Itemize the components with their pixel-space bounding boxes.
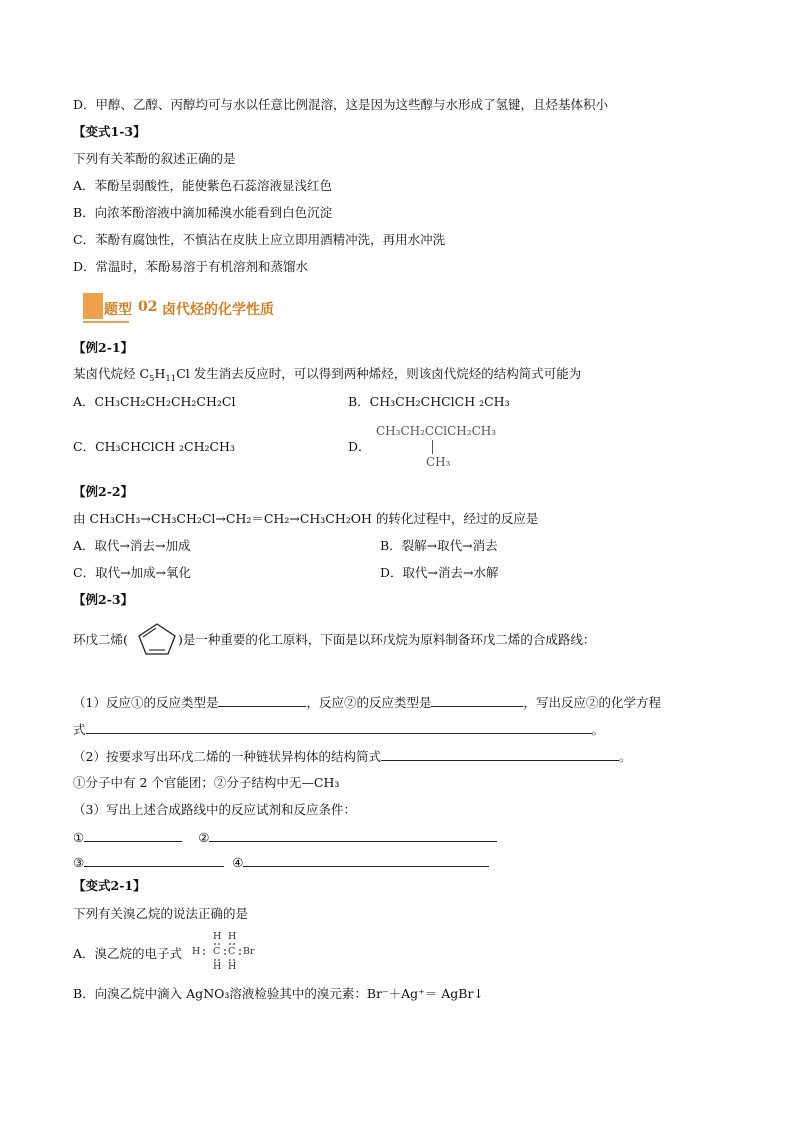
section-header (80, 291, 320, 327)
bromine-atom: Br (243, 946, 255, 957)
stem-subscript: 11 (165, 374, 177, 384)
question-1-text: ，反应②的反应类型是 (306, 695, 432, 710)
electron-dots (192, 931, 262, 975)
question-1-line (73, 694, 661, 711)
condition-label: ① (73, 830, 85, 845)
question-1-text: ，写出反应②的化学方程 (523, 695, 661, 710)
question-1-text: 式 (73, 722, 86, 737)
example-2-1-option-c: C．CH₃CHClCH ₂CH₂CH₃ (73, 439, 235, 454)
structural-formula-bond (432, 440, 433, 454)
question-2-text: （2）按要求写出环戊二烯的一种链状异构体的结构简式 (73, 749, 381, 764)
variant-1-3-stem: 下列有关苯酚的叙述正确的是 (73, 151, 236, 166)
answer-blank[interactable] (218, 694, 306, 707)
electron-formula (192, 931, 262, 975)
example-2-2-option-c: C．取代→加成→氧化 (73, 565, 192, 580)
option-d-text: D．甲醇、乙醇、丙醇均可与水以任意比例混溶，这是因为这些醇与水形成了氢键，且烃基体积小 (73, 97, 609, 112)
stem-part: Cl 发生消去反应时，可以得到两种烯烃，则该卤代烷烃的结构简式可能为 (176, 366, 582, 381)
stem-part: H (154, 366, 166, 381)
section-title: 卤代烃的化学性质 (162, 302, 274, 318)
structural-formula-branch: CH₃ (426, 455, 451, 469)
question-2-line (73, 748, 631, 765)
section-header-underline (83, 321, 129, 323)
carbon-atom: C (213, 946, 221, 957)
hydrogen-atom: H (192, 946, 201, 957)
hydrogen-atom: H (213, 961, 222, 972)
structural-formula-main-chain: CH₃CH₂CClCH₂CH₃ (376, 424, 497, 438)
hydrogen-atom: H (213, 931, 222, 942)
answer-blank[interactable] (381, 748, 619, 761)
example-2-1-option-b: B．CH₃CH₂CHClCH ₂CH₃ (348, 394, 510, 409)
stem-part: 某卤代烷烃 C (73, 366, 150, 381)
condition-label: ② (198, 830, 210, 845)
example-2-2-option-b: B．裂解→取代→消去 (380, 538, 498, 553)
answer-blank[interactable] (431, 694, 523, 707)
variant-1-3-option-c: C．苯酚有腐蚀性，不慎沾在皮肤上应立即用酒精冲洗，再用水冲洗 (73, 232, 446, 247)
cyclopentadiene-structure-icon (135, 621, 179, 657)
question-2-conditions: ①分子中有 2 个官能团；②分子结构中无—CH₃ (73, 775, 340, 790)
carbon-atom: C (228, 946, 236, 957)
conditions-row-1 (73, 829, 497, 846)
variant-2-1-option-b: B．向溴乙烷中滴入 AgNO₃溶液检验其中的溴元素：Br⁻＋Ag⁺＝ AgBr↓ (73, 986, 484, 1001)
example-2-1-option-d-label: D． (348, 439, 371, 454)
example-2-3-intro-b: )是一种重要的化工原料，下面是以环戊烷为原料制备环戊二烯的合成路线： (178, 632, 596, 647)
example-2-3-intro-a: 环戊二烯( (73, 632, 128, 647)
section-number: 02 (138, 299, 158, 315)
answer-blank[interactable] (84, 854, 224, 867)
variant-1-3-option-a: A．苯酚呈弱酸性，能使紫色石蕊溶液显浅红色 (73, 178, 333, 193)
example-2-1-stem (73, 366, 581, 387)
answer-blank[interactable] (209, 829, 497, 842)
example-2-3-tag: 【例2-3】 (73, 592, 134, 607)
question-1-equation-line (73, 721, 604, 738)
variant-2-1-stem: 下列有关溴乙烷的说法正确的是 (73, 906, 249, 921)
structural-formula-d (376, 424, 516, 470)
question-3-line: （3）写出上述合成路线中的反应试剂和反应条件： (73, 802, 356, 817)
section-label: 题型 (104, 302, 132, 318)
section-header-orange-square-icon (83, 293, 103, 319)
question-1-text: 。 (591, 722, 605, 737)
question-2-text: 。 (618, 749, 632, 764)
variant-2-1-tag: 【变式2-1】 (73, 878, 146, 893)
variant-1-3-tag: 【变式1-3】 (73, 124, 146, 139)
hydrogen-atom: H (228, 961, 237, 972)
question-1-text: （1）反应①的反应类型是 (73, 695, 219, 710)
condition-label: ④ (232, 855, 244, 870)
example-2-2-tag: 【例2-2】 (73, 484, 134, 499)
answer-blank[interactable] (84, 829, 182, 842)
example-2-1-option-a: A．CH₃CH₂CH₂CH₂CH₂Cl (73, 394, 236, 409)
conditions-row-2 (73, 854, 489, 871)
answer-blank[interactable] (243, 854, 489, 867)
condition-label: ③ (73, 855, 85, 870)
example-2-2-option-a: A．取代→消去→加成 (73, 538, 191, 553)
example-2-2-option-d: D．取代→消去→水解 (380, 565, 499, 580)
example-2-2-stem: 由 CH₃CH₃→CH₃CH₂Cl→CH₂＝CH₂→CH₃CH₂OH 的转化过程中，经过的反应是 (73, 511, 539, 526)
stem-subscript: 5 (149, 374, 155, 384)
equation-blank[interactable] (86, 721, 592, 734)
variant-2-1-option-a: A．溴乙烷的电子式 (73, 946, 183, 961)
example-2-1-tag: 【例2-1】 (73, 340, 134, 355)
hydrogen-atom: H (228, 931, 237, 942)
variant-1-3-option-b: B．向浓苯酚溶液中滴加稀溴水能看到白色沉淀 (73, 205, 333, 220)
variant-1-3-option-d: D．常温时，苯酚易溶于有机溶剂和蒸馏水 (73, 259, 309, 274)
